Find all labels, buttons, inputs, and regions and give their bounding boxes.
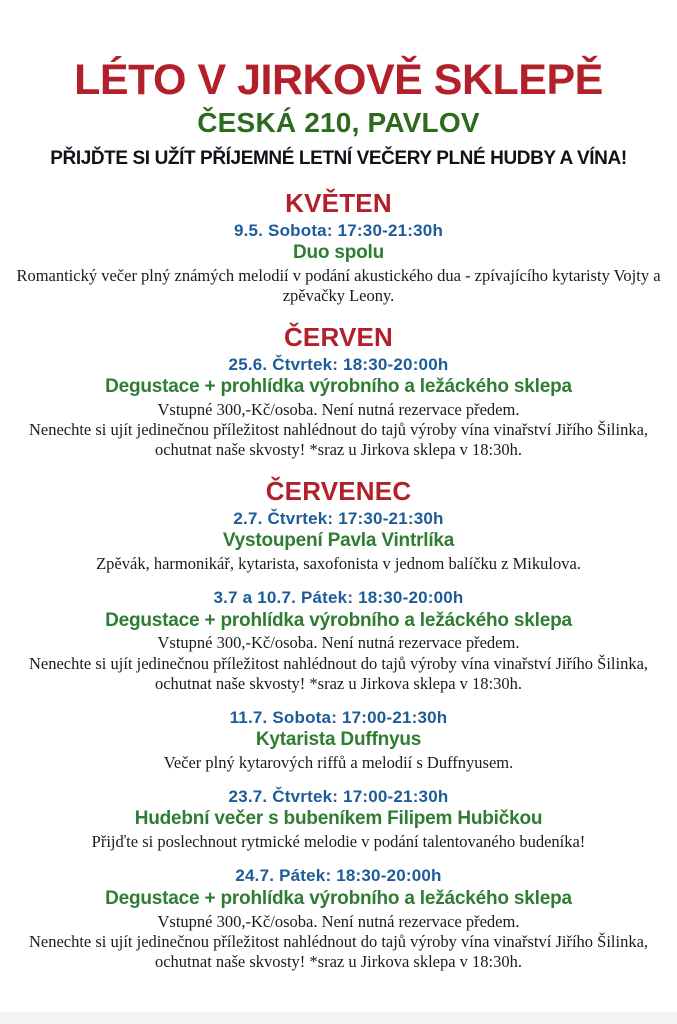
event-title: Hudební večer s bubeníkem Filipem Hubičkou <box>134 808 543 830</box>
event-title: Vystoupení Pavla Vintrlíka <box>222 530 455 552</box>
month-section <box>0 189 677 306</box>
event <box>0 866 677 972</box>
event-date: 25.6. Čtvrtek: 18:30-20:00h <box>228 354 449 374</box>
event-description-line: Nenechte si ujít jedinečnou příležitost nahlédnout do tajů výroby vína vinařství Jiřího Šilinka, ochutnat naše skvosty! *sraz u Jirkova sklepa v 18:30h. <box>28 931 649 971</box>
event-title: Degustace + prohlídka výrobního a ležáckého sklepa <box>105 887 572 909</box>
event <box>0 588 677 694</box>
event-description-line: Zpěvák, harmonikář, kytarista, saxofonista v jednom balíčku z Mikulova. <box>96 554 581 574</box>
month-heading: ČERVEN <box>283 322 394 353</box>
event <box>0 355 677 461</box>
month-section <box>0 323 677 460</box>
event-title: Degustace + prohlídka výrobního a ležáckého sklepa <box>105 609 572 631</box>
event <box>0 787 677 852</box>
event-description-line: Vstupné 300,-Kč/osoba. Není nutná rezervace předem. <box>157 633 520 653</box>
event-description-line: Večer plný kytarových riffů a melodií s Duffnyusem. <box>163 752 514 772</box>
month-heading: ČERVENEC <box>265 476 412 507</box>
event-date: 9.5. Sobota: 17:30-21:30h <box>233 220 444 240</box>
event-date: 2.7. Čtvrtek: 17:30-21:30h <box>233 508 444 528</box>
event-description <box>15 633 663 693</box>
event-description-line: Vstupné 300,-Kč/osoba. Není nutná rezervace předem. <box>157 399 520 419</box>
event-title: Duo spolu <box>292 242 385 264</box>
event-description <box>15 554 663 574</box>
poster-header <box>0 56 677 171</box>
event-title: Kytarista Duffnyus <box>255 729 422 751</box>
poster-tagline: PŘIJĎTE SI UŽÍT PŘÍJEMNÉ LETNÍ VEČERY PLNÉ HUDBY A VÍNA! <box>50 148 627 170</box>
event-title: Degustace + prohlídka výrobního a ležáckého sklepa <box>105 376 572 398</box>
event-description <box>15 400 663 460</box>
poster-address: ČESKÁ 210, PAVLOV <box>197 107 480 139</box>
event-date: 3.7 a 10.7. Pátek: 18:30-20:00h <box>213 588 464 608</box>
event-date: 11.7. Sobota: 17:00-21:30h <box>229 707 448 727</box>
event-date: 23.7. Čtvrtek: 17:00-21:30h <box>228 787 449 807</box>
event-description-line: Romantický večer plný známých melodií v podání akustického dua - zpívajícího kytaristy Vojty a zpěvačky Leony. <box>16 265 661 305</box>
footer-bar <box>0 1012 677 1024</box>
event-description <box>15 912 663 972</box>
event-description <box>15 832 663 852</box>
event-description <box>15 753 663 773</box>
event-description-line: Vstupné 300,-Kč/osoba. Není nutná rezervace předem. <box>157 911 520 931</box>
month-section <box>0 477 677 972</box>
month-heading: KVĚTEN <box>285 188 392 219</box>
event-description-line: Nenechte si ujít jedinečnou příležitost nahlédnout do tajů výroby vína vinařství Jiřího Šilinka, ochutnat naše skvosty! *sraz u Jirkova sklepa v 18:30h. <box>28 420 649 460</box>
months <box>0 189 677 972</box>
event-description-line: Nenechte si ujít jedinečnou příležitost nahlédnout do tajů výroby vína vinařství Jiřího Šilinka, ochutnat naše skvosty! *sraz u Jirkova sklepa v 18:30h. <box>28 653 649 693</box>
event-date: 24.7. Pátek: 18:30-20:00h <box>235 866 442 886</box>
event <box>0 509 677 574</box>
event <box>0 708 677 773</box>
event-description-line: Přijďte si poslechnout rytmické melodie v podání talentovaného budeníka! <box>91 832 586 852</box>
event <box>0 221 677 306</box>
event-description <box>15 266 663 306</box>
poster-title: LÉTO V JIRKOVĚ SKLEPĚ <box>74 56 603 104</box>
